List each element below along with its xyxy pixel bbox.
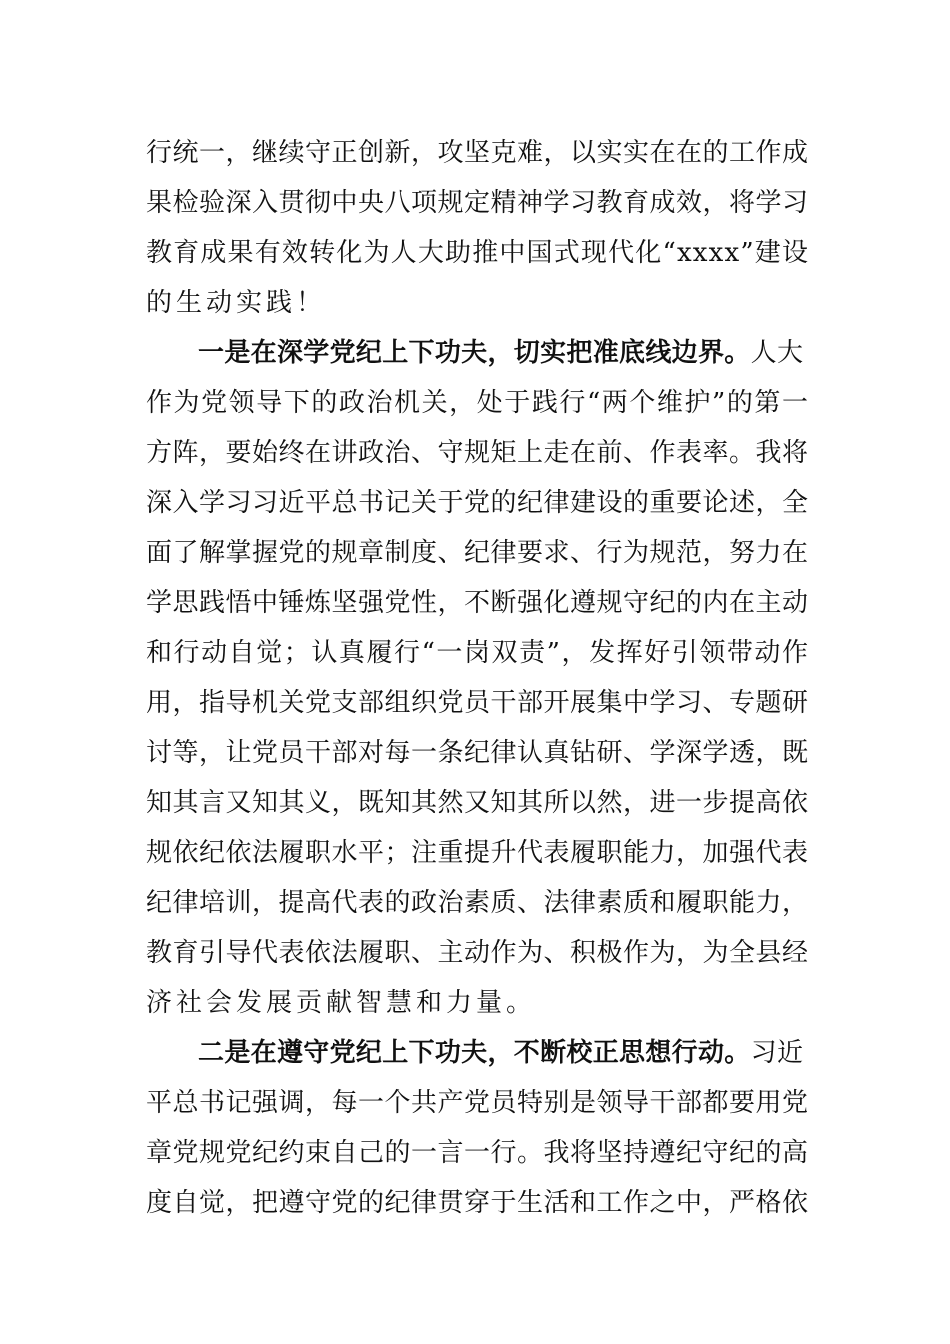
paragraph-3-line-1 — [146, 1028, 808, 1078]
paragraph-2-line-11 — [146, 828, 808, 878]
text-line: 和行动自觉；认真履行“一岗双责”，发挥好引领带动作 — [146, 638, 810, 668]
paragraph-3-first-line — [198, 1028, 803, 1078]
document-body — [146, 128, 808, 1228]
text-line: 平总书记强调，每一个共产党员特别是领导干部都要用党 — [146, 1088, 809, 1118]
paragraph-2-line-5 — [146, 528, 808, 578]
text-line: 作为党领导下的政治机关，处于践行“两个维护”的第一 — [146, 388, 810, 418]
text-line: 学思践悟中锤炼坚强党性，不断强化遵规守纪的内在主动 — [146, 588, 809, 618]
text-line: 深入学习习近平总书记关于党的纪律建设的重要论述，全 — [146, 488, 809, 518]
paragraph-3-line-4 — [146, 1178, 808, 1228]
text-line: 方阵，要始终在讲政治、守规矩上走在前、作表率。我将 — [146, 438, 809, 468]
paragraph-2-line-10 — [146, 778, 808, 828]
paragraph-2-line-7 — [146, 628, 808, 678]
paragraph-3-heading: 二是在遵守党纪上下功夫，不断校正思想行动。 — [198, 1038, 751, 1068]
paragraph-2-line-2 — [146, 378, 808, 428]
text-line: 纪律培训，提高代表的政治素质、法律素质和履职能力， — [146, 888, 809, 918]
text-line: 教育成果有效转化为人大助推中国式现代化“xxxx”建设 — [146, 238, 810, 268]
text-line: 面了解掌握党的规章制度、纪律要求、行为规范，努力在 — [146, 538, 809, 568]
text-line: 的生动实践！ — [146, 288, 327, 318]
paragraph-3-line-3 — [146, 1128, 808, 1178]
text-line: 规依纪依法履职水平；注重提升代表履职能力，加强代表 — [146, 838, 809, 868]
paragraph-2-line-1 — [146, 328, 808, 378]
paragraph-2-line-12 — [146, 878, 808, 928]
text-line: 教育引导代表依法履职、主动作为、积极作为，为全县经 — [146, 938, 809, 968]
paragraph-3-line-2 — [146, 1078, 808, 1128]
text-line: 用，指导机关党支部组织党员干部开展集中学习、专题研 — [146, 688, 809, 718]
text-line: 济社会发展贡献智慧和力量。 — [146, 988, 537, 1018]
paragraph-3-lead-text: 习近 — [750, 1038, 804, 1068]
paragraph-1-line-1 — [146, 128, 808, 178]
text-line: 知其言又知其义，既知其然又知其所以然，进一步提高依 — [146, 788, 809, 818]
paragraph-2-lead-text: 人大 — [750, 338, 804, 368]
paragraph-2-line-8 — [146, 678, 808, 728]
paragraph-2-line-13 — [146, 928, 808, 978]
paragraph-2-line-6 — [146, 578, 808, 628]
text-line: 果检验深入贯彻中央八项规定精神学习教育成效，将学习 — [146, 188, 809, 218]
paragraph-2-line-4 — [146, 478, 808, 528]
paragraph-1-line-2 — [146, 178, 808, 228]
paragraph-2-line-14 — [146, 978, 808, 1028]
paragraph-1-line-3 — [146, 228, 808, 278]
text-line: 章党规党纪约束自己的一言一行。我将坚持遵纪守纪的高 — [146, 1138, 809, 1168]
paragraph-2-first-line — [198, 328, 803, 378]
text-line: 讨等，让党员干部对每一条纪律认真钻研、学深学透，既 — [146, 738, 809, 768]
paragraph-2-line-9 — [146, 728, 808, 778]
paragraph-2-heading: 一是在深学党纪上下功夫，切实把准底线边界。 — [198, 338, 751, 368]
paragraph-1-line-4 — [146, 278, 808, 328]
paragraph-2-line-3 — [146, 428, 808, 478]
text-line: 度自觉，把遵守党的纪律贯穿于生活和工作之中，严格依 — [146, 1188, 809, 1218]
text-line: 行统一，继续守正创新，攻坚克难，以实实在在的工作成 — [146, 138, 809, 168]
